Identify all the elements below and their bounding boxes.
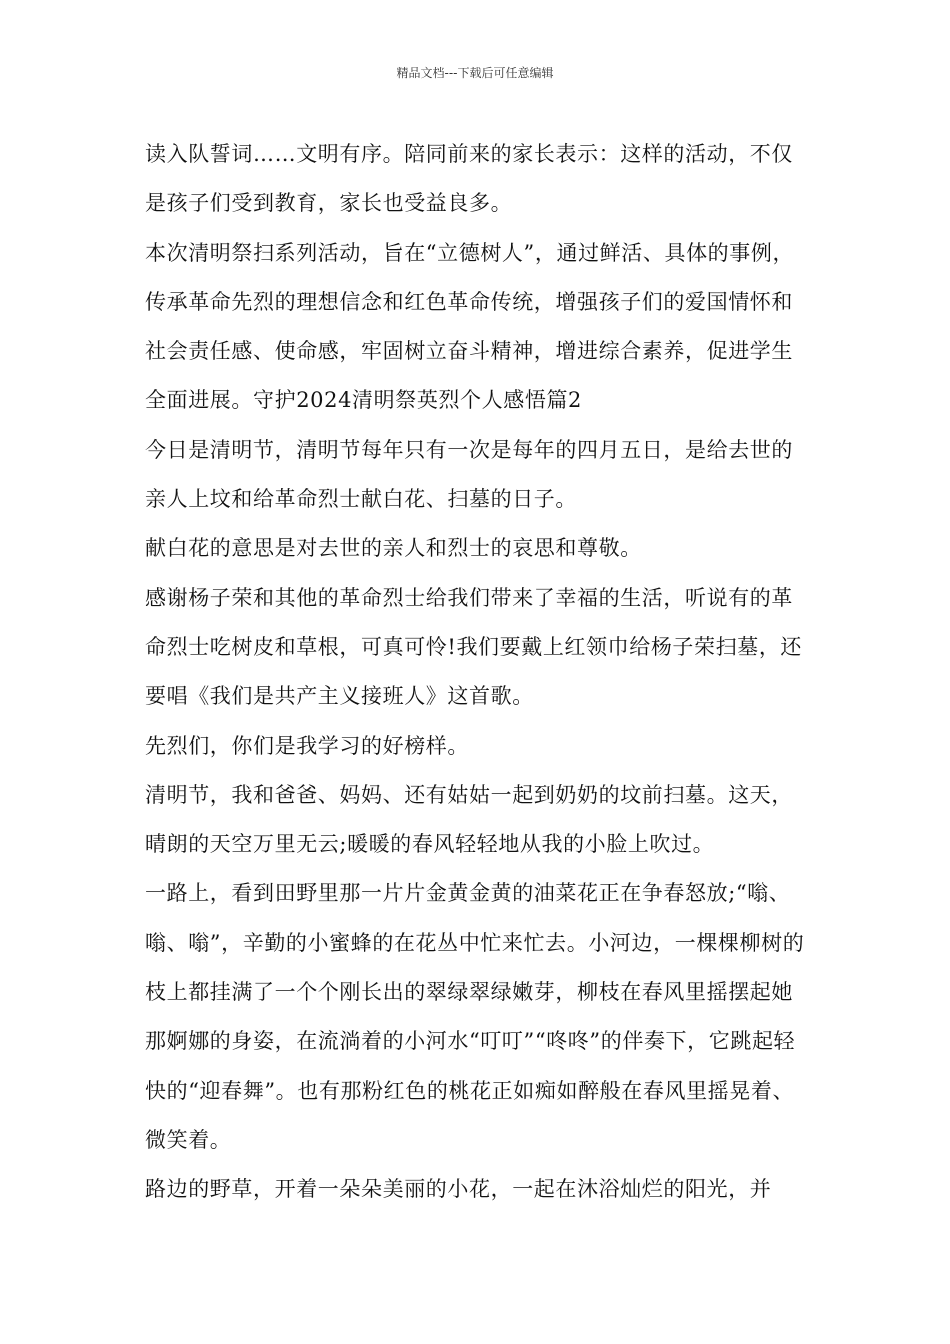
paragraph: 今日是清明节，清明节每年只有一次是每年的四月五日，是给去世的亲人上坟和给革命烈士献白花、扫墓的日子。 [145,437,793,512]
page-header: 精品文档---下载后可任意编辑 [396,66,554,80]
paragraph: 读入队誓词……文明有序。陪同前来的家长表示：这样的活动，不仅是孩子们受到教育，家长也受益良多。 [145,142,793,216]
document-body [145,130,810,1215]
paragraph: 先烈们，你们是我学习的好榜样。 [145,733,469,758]
paragraph: 本次清明祭扫系列活动，旨在“立德树人”，通过鲜活、具体的事例，传承革命先烈的理想信念和红色革命传统，增强孩子们的爱国情怀和社会责任感、使命感，牢固树立奋斗精神，增进综合素养，促进学生全面进展。守护2024清明祭英烈个人感悟篇2 [145,240,795,413]
paragraph: 献白花的意思是对去世的亲人和烈士的哀思和尊敬。 [145,536,642,561]
paragraph: 感谢杨子荣和其他的革命烈士给我们带来了幸福的生活，听说有的革命烈士吃树皮和草根，可真可怜!我们要戴上红领巾给杨子荣扫墓，还要唱《我们是共产主义接班人》这首歌。 [145,585,803,709]
paragraph: 路边的野草，开着一朵朵美丽的小花，一起在沐浴灿烂的阳光，并 [145,1177,772,1202]
paragraph: 清明节，我和爸爸、妈妈、还有姑姑一起到奶奶的坟前扫墓。这天，晴朗的天空万里无云;暖暖的春风轻轻地从我的小脸上吹过。 [145,782,793,857]
paragraph: 一路上，看到田野里那一片片金黄金黄的油菜花正在争春怒放;“嗡、嗡、嗡”，辛勤的小蜜蜂的在花丛中忙来忙去。小河边，一棵棵柳树的枝上都挂满了一个个刚长出的翠绿翠绿嫩芽，柳枝在春风里摇摆起她那婀娜的身姿，在流淌着的小河水“叮叮”“咚咚”的伴奏下，它跳起轻快的“迎春舞”。也有那粉红色的桃花正如痴如醉般在春风里摇晃着、微笑着。 [145,881,805,1152]
